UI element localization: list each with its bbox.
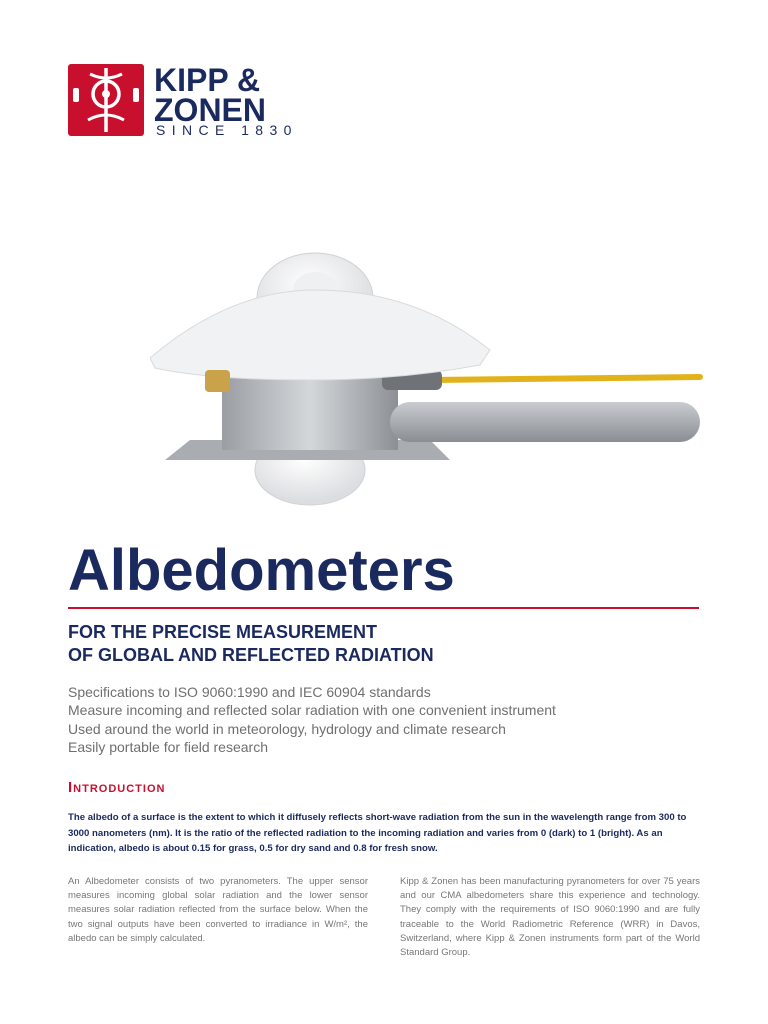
brand-name-line1: KIPP & — [154, 62, 261, 98]
feature-item: Specifications to ISO 9060:1990 and IEC 60904 standards — [68, 684, 431, 700]
brand-name-line2: ZONEN — [154, 92, 266, 128]
title-divider — [68, 607, 699, 609]
feature-item: Easily portable for field research — [68, 738, 268, 755]
feature-item: Used around the world in meteorology, hydrology and climate research — [68, 720, 506, 737]
feature-list — [68, 683, 556, 756]
introduction-column-right: Kipp & Zonen has been manufacturing pyranometers for over 75 years and our CMA albedometers share this experience and technology. They comply with the requirements of ISO 9060:1990 and are fully traceable to the World Radiometric Reference (WRR) in Davos, Switzerland, where Kipp & Zonen instruments form part of the World Standard Group. — [400, 876, 700, 959]
introduction-column-left: An Albedometer consists of two pyranometers. The upper sensor measures incoming global solar radiation and the lower sensor measures solar radiation reflected from the surface below. When the two signal outputs have been converted to irradiance in W/m², the albedo can be simply calculated. — [68, 876, 368, 944]
introduction-lead: The albedo of a surface is the extent to which it diffusely reflects short-wave radiation from the sun in the wavelength range from 300 to 3000 nanometers (nm). It is the ratio of the reflected radiation to the incoming radiation and varies from 0 (dark) to 1 (bright). As an indication, albedo is about 0.15 for grass, 0.5 for dry sand and 0.8 for fresh snow. — [68, 812, 687, 854]
subtitle-line1: FOR THE PRECISE MEASUREMENT — [68, 622, 378, 642]
subtitle-line2: OF GLOBAL AND REFLECTED RADIATION — [68, 645, 434, 665]
page-subtitle — [68, 621, 434, 667]
page-title: Albedometers — [68, 538, 455, 603]
feature-item: Measure incoming and reflected solar radiation with one convenient instrument — [68, 702, 556, 719]
albedometer-product-image — [150, 250, 710, 510]
brand-since: SINCE 1830 — [156, 122, 298, 138]
brand-logo — [68, 62, 328, 138]
introduction-heading: Introduction — [68, 779, 166, 796]
kipp-zonen-logo-icon — [68, 64, 144, 136]
